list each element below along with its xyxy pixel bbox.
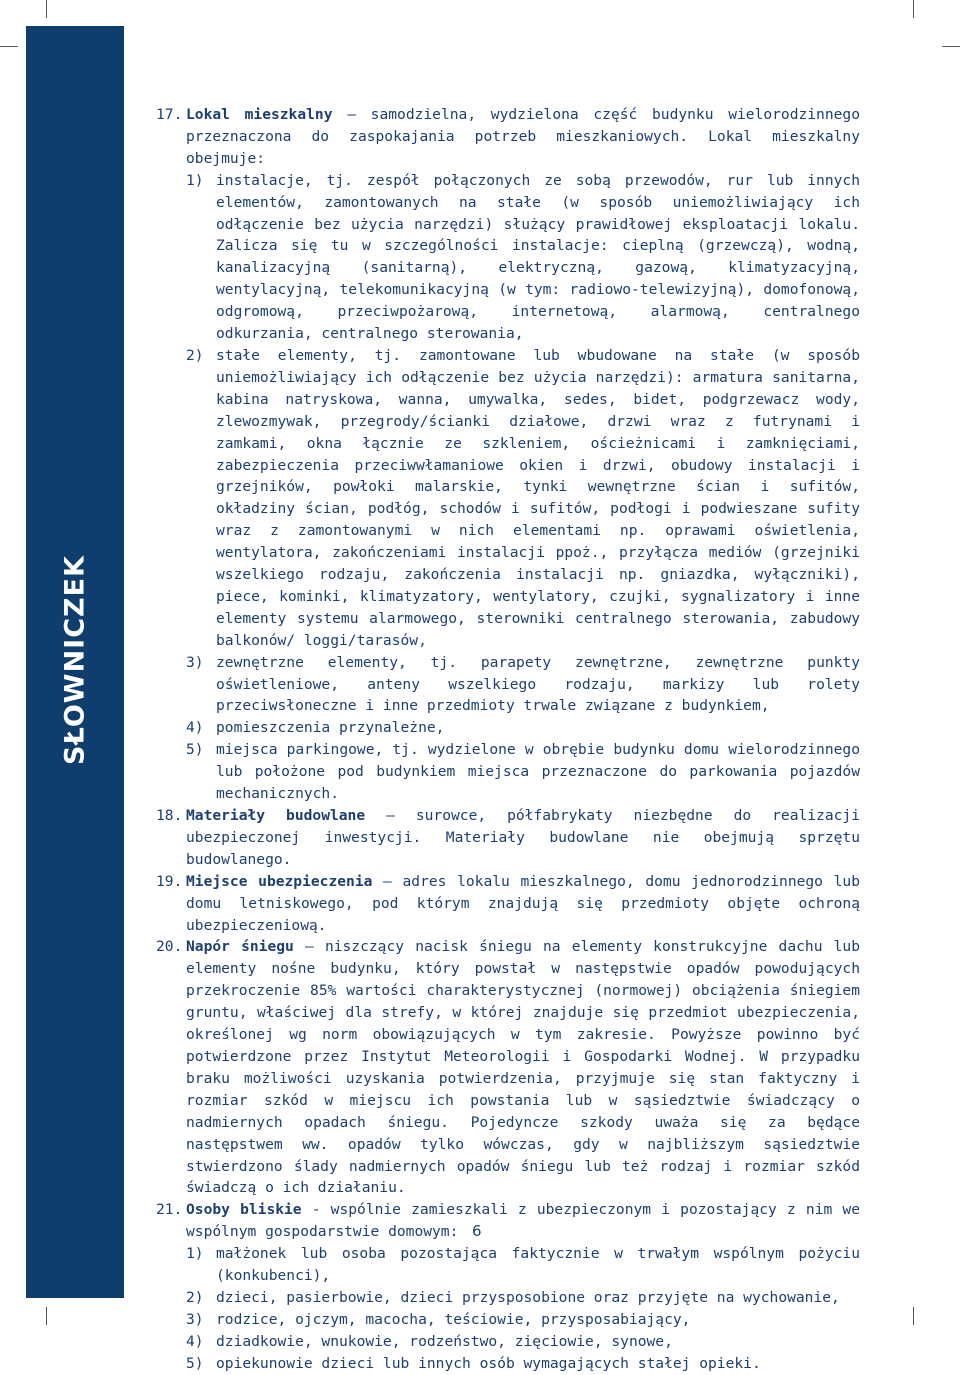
list-item [186,170,860,345]
list-item-number: 1) [186,1245,204,1263]
list-item-number: 2) [186,346,204,364]
entry-text: – adres lokalu mieszkalnego, domu jednorodzinnego lub domu letniskowego, pod którym znajdują się przedmioty objęte ochroną ubezpieczeniową. [186,872,860,934]
crop-mark [913,0,914,18]
glossary-entry [156,871,860,937]
entry-text: - wspólnie zamieszkali z ubezpieczonym i pozostający z nim we wspólnym gospodarstwie domowym: [186,1201,860,1241]
list-item [186,345,860,652]
list-item [186,1353,860,1375]
crop-mark [913,1307,914,1325]
list-item [186,717,860,739]
list-item-text: instalacje, tj. zespół połączonych ze sobą przewodów, rur lub innych elementów, zamontowanych na stałe (w sposób uniemożliwiający ich odłączenie bez użycia narzędzi) służący prawidłowej eksploatacji lokalu. Zalicza się tu w szczególności instalacje: cieplną (grzewczą), wodną, kanalizacyjną (sanitarną), elektryczną, gazową, klimatyzacyjną, wentylacyjną, telekomunikacyjną (w tym: radiowo-telewizyjną), domofonową, odgromową, przeciwpożarową, internetową, alarmową, centralnego odkurzania, centralnego sterowania, [216,171,860,343]
list-item-text: pomieszczenia przynależne, [216,719,445,737]
list-item-text: opiekunowie dzieci lub innych osób wymagających stałej opieki. [216,1354,761,1372]
list-item [186,1309,860,1331]
glossary-entry [156,805,860,871]
entry-term: Osoby bliskie [186,1201,302,1219]
list-item-number: 5) [186,1354,204,1372]
list-item [186,1243,860,1287]
list-item [186,1287,860,1309]
crop-mark [46,0,47,18]
list-item-text: małżonek lub osoba pozostająca faktycznie w trwałym wspólnym pożyciu (konkubenci), [216,1245,860,1285]
list-item-number: 1) [186,171,204,189]
list-item [186,652,860,718]
entry-number: 17. [156,106,183,123]
entry-term: Napór śniegu [186,938,294,956]
list-item [186,739,860,805]
list-item-text: dzieci, pasierbowie, dzieci przysposobione oraz przyjęte na wychowanie, [216,1288,840,1306]
entry-number: 21. [156,1201,183,1219]
entry-number: 20. [156,938,183,956]
entry-number: 18. [156,807,183,824]
list-item-number: 2) [186,1288,204,1306]
list-item-text: miejsca parkingowe, tj. wydzielone w obrębie budynku domu wielorodzinnego lub położone pod budynkiem miejsca przeznaczone do parkowania pojazdów mechanicznych. [216,741,860,803]
crop-mark [0,46,18,47]
list-item-number: 4) [186,1332,204,1350]
entry-text: – surowce, półfabrykaty niezbędne do realizacji ubezpieczonej inwestycji. Materiały budowlane nie obejmują sprzętu budowlanego. [186,807,860,868]
entry-number: 19. [156,872,183,890]
glossary-entry [156,936,860,1199]
list-item-number: 5) [186,741,204,759]
list-item-number: 3) [186,653,204,671]
list-item-text: rodzice, ojczym, macocha, teściowie, przysposabiający, [216,1310,691,1328]
entry-term: Miejsce ubezpieczenia [186,872,373,890]
page-number: 6 [472,1222,482,1240]
entry-text: – samodzielna, wydzielona część budynku wielorodzinnego przeznaczona do zaspokajania potrzeb mieszkaniowych. Lokal mieszkalny obejmuje: [186,106,860,167]
entry-term: Materiały budowlane [186,807,366,824]
list-item-text: stałe elementy, tj. zamontowane lub wbudowane na stałe (w sposób uniemożliwiający ich odłączenie bez użycia narzędzi): armatura sanitarna, kabina natryskowa, wanna, umywalka, sedes, bidet, podgrzewacz wody, zlewozmywak, przegrody/ścianki działowe, drzwi wraz z futrynami i zamkami, okna łącznie ze szkleniem, ościeżnicami i zamknięciami, zabezpieczenia przeciwwłamaniowe okien i drzwi, obudowy instalacji i grzejników, powłoki malarskie, tynki wewnętrzne ścian i sufitów, okładziny ścian, podłóg, schodów i sufitów, podłogi i podwieszane sufity wraz z zamontowanymi w nich elementami np. oprawami oświetlenia, wentylatora, zakończeniami instalacji ppoż., przyłącza mediów (grzejniki wszelkiego rodzaju, zakończenia instalacji np. gniazdka, wyłączniki), piece, kominki, klimatyzatory, wentylatory, czujki, sygnalizatory i inne elementy systemu alarmowego, sterowniki centralnego sterowania, zabudowy balkonów/ loggi/tarasów, [216,346,860,649]
crop-mark [46,1307,47,1325]
glossary-content [156,104,860,1375]
glossary-entry [156,104,860,170]
crop-mark [942,46,960,47]
list-item [186,1331,860,1353]
glossary-entry [156,1199,860,1243]
sidebar-title: SŁOWNICZEK [59,555,91,765]
list-item-number: 3) [186,1310,204,1328]
entry-term: Lokal mieszkalny [186,106,333,123]
list-item-text: dziadkowie, wnukowie, rodzeństwo, zięciowie, synowe, [216,1332,673,1350]
entry-text: – niszczący nacisk śniegu na elementy konstrukcyjne dachu lub elementy nośne budynku, który powstał w następstwie opadów powodujących przekroczenie 85% wartości charakterystycznej (normowej) obciążenia śniegiem gruntu, właściwej dla strefy, w której znajduje się przedmiot ubezpieczenia, określonej wg norm obowiązujących w tym zakresie. Powyższe powinno być potwierdzone przez Instytut Meteorologii i Gospodarki Wodnej. W przypadku braku możliwości uzyskania potwierdzenia, przyjmuje się stan faktyczny i rozmiar szkód w miejscu ich powstania lub w sąsiedztwie świadczący o nadmiernych opadach śniegu. Pojedyncze szkody uważa się za będące następstwem ww. opadów tylko wówczas, gdy w najbliższym sąsiedztwie stwierdzono ślady nadmiernych opadów śniegu lub też rodzaj i rozmiar szkód świadczą o ich działaniu. [186,938,861,1197]
list-item-text: zewnętrzne elementy, tj. parapety zewnętrzne, zewnętrzne punkty oświetleniowe, anteny wszelkiego rodzaju, markizy lub rolety przeciwsłoneczne i inne przedmioty trwale związane z budynkiem, [216,653,860,715]
list-item-number: 4) [186,719,204,737]
